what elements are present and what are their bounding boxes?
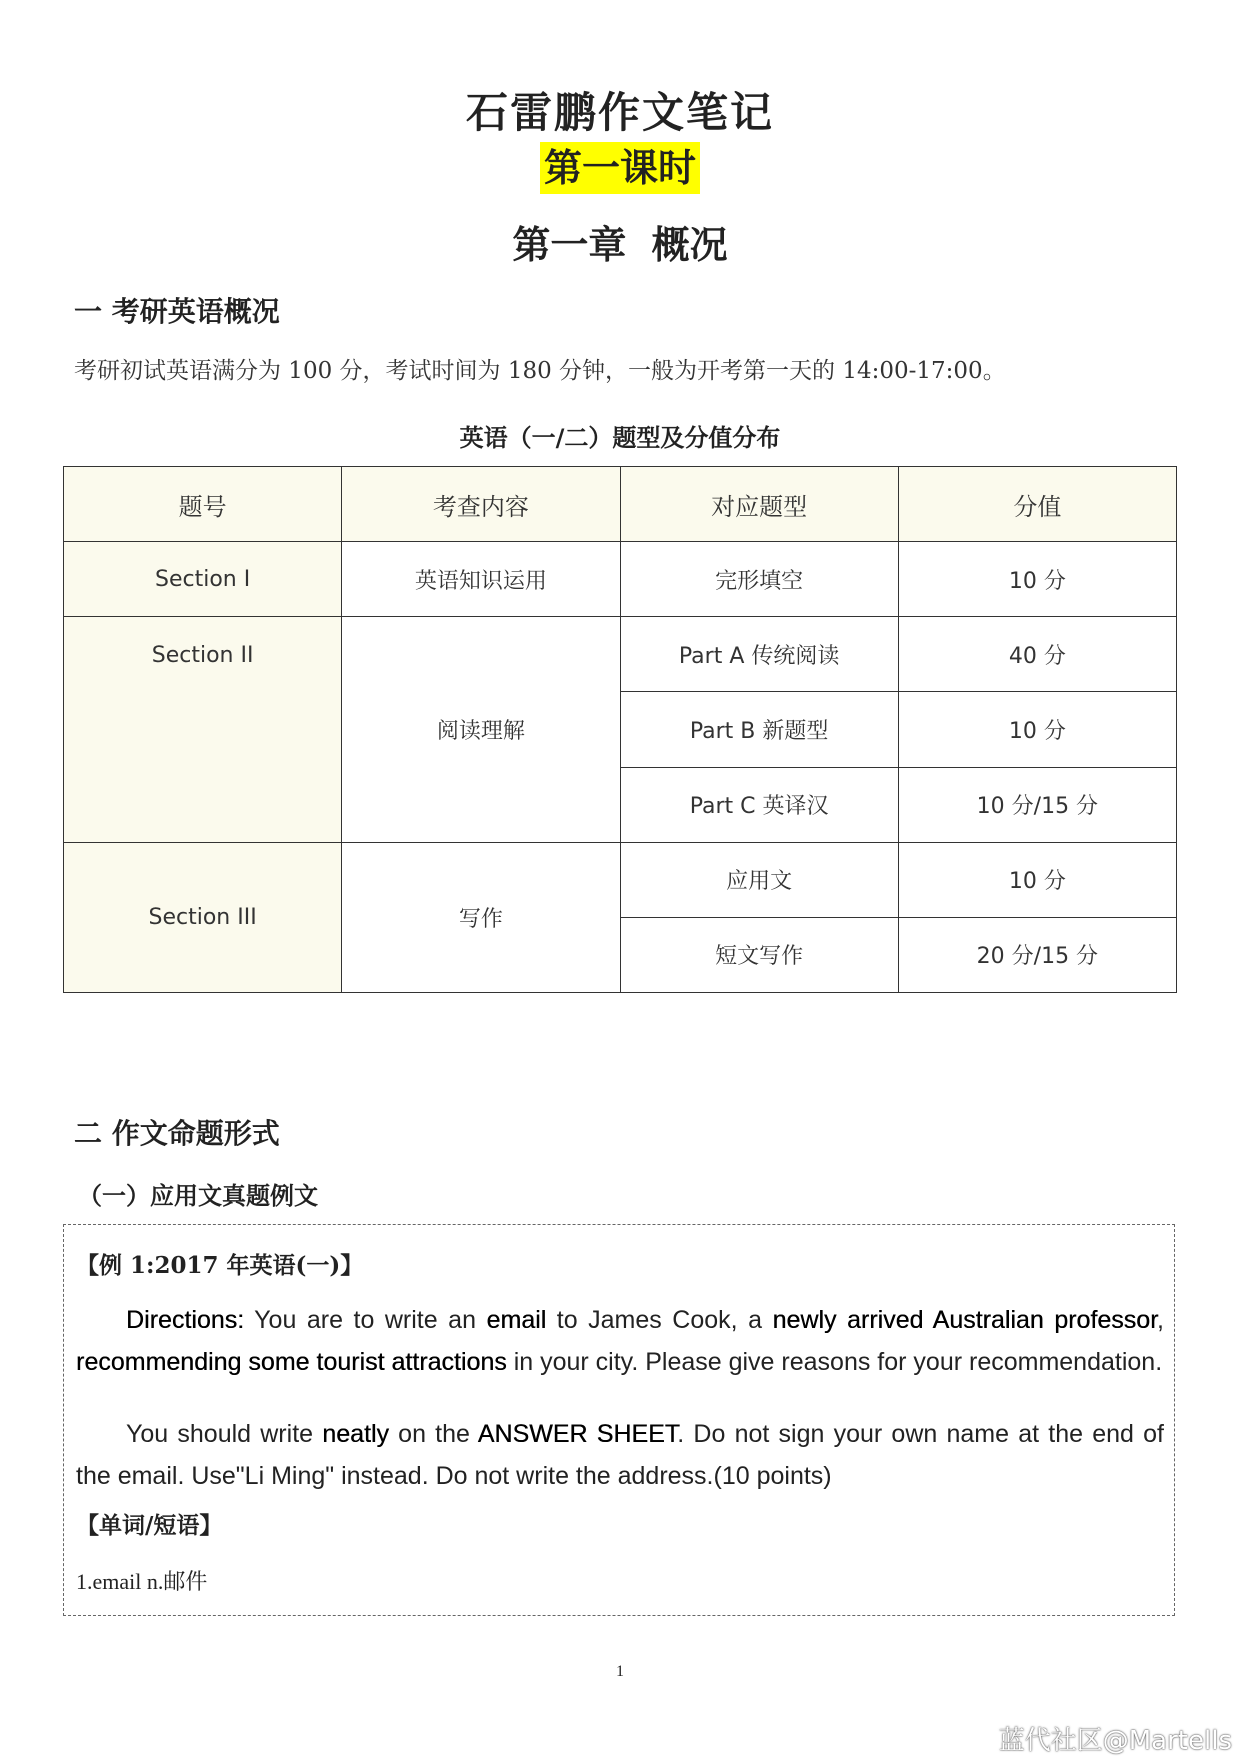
body-text: You should write xyxy=(126,1420,323,1448)
type-cell: Part A 传统阅读 xyxy=(620,617,898,692)
table-row xyxy=(64,542,1177,617)
directions-paragraph xyxy=(76,1299,1164,1383)
body-text: . Do not sign your own name at the end of the email. Use"Li Ming" instead. Do not write the address.(10 points) xyxy=(76,1420,1164,1490)
body-text: to James Cook, a xyxy=(546,1306,773,1334)
content-cell: 阅读理解 xyxy=(342,617,620,842)
body-text: on the xyxy=(388,1420,478,1448)
content-cell: 写作 xyxy=(342,842,620,992)
content-cell: 英语知识运用 xyxy=(342,542,620,617)
section-number-cell: Section II xyxy=(64,617,342,842)
watermark-text: 蓝代社区@Martells xyxy=(998,1726,1232,1756)
header-cell: 题号 xyxy=(64,467,342,542)
vocab-item: 1.email n.邮件 xyxy=(76,1569,208,1594)
section-number-cell: Section I xyxy=(64,542,342,617)
section-number-cell: Section III xyxy=(64,842,342,992)
subsection-heading: （一）应用文真题例文 xyxy=(78,1182,318,1210)
lesson-highlight: 第一课时 xyxy=(540,142,700,194)
page-number: 1 xyxy=(616,1663,624,1680)
instructions-paragraph xyxy=(76,1413,1164,1497)
table-caption: 英语（一/二）题型及分值分布 xyxy=(459,424,781,452)
type-cell: Part C 英译汉 xyxy=(620,767,898,842)
table-row xyxy=(64,617,1177,692)
header-cell: 考查内容 xyxy=(342,467,620,542)
table-header-row xyxy=(64,467,1177,542)
lesson-wrap xyxy=(0,142,1240,194)
header-cell: 对应题型 xyxy=(620,467,898,542)
type-cell: 完形填空 xyxy=(620,542,898,617)
body-text: , xyxy=(1157,1306,1164,1334)
score-cell: 20 分/15 分 xyxy=(898,917,1176,992)
header-cell: 分值 xyxy=(898,467,1176,542)
chapter-title: 第一章 概况 xyxy=(512,223,728,267)
emphasis-text: newly arrived Australian professor xyxy=(772,1306,1158,1334)
emphasis-text: ANSWER SHEET xyxy=(477,1420,678,1448)
document-title: 石雷鹏作文笔记 xyxy=(465,88,774,137)
emphasis-text: neatly xyxy=(322,1420,389,1448)
emphasis-text: email xyxy=(486,1306,547,1334)
type-cell: Part B 新题型 xyxy=(620,692,898,767)
exam-overview-paragraph: 考研初试英语满分为 100 分，考试时间为 180 分钟，一般为开考第一天的 14:00-17:00。 xyxy=(74,358,1006,384)
body-text: You are to write an xyxy=(244,1306,487,1334)
score-cell: 40 分 xyxy=(898,617,1176,692)
section-heading-overview: 一 考研英语概况 xyxy=(74,295,280,328)
score-cell: 10 分 xyxy=(898,692,1176,767)
score-cell: 10 分 xyxy=(898,842,1176,917)
score-cell: 10 分/15 分 xyxy=(898,767,1176,842)
score-distribution-table xyxy=(63,466,1177,993)
score-cell: 10 分 xyxy=(898,542,1176,617)
example-title: 【例 1:2017 年英语(一)】 xyxy=(76,1252,364,1279)
emphasis-text: Directions: xyxy=(126,1306,245,1334)
section-heading-prompt-forms: 二 作文命题形式 xyxy=(74,1117,280,1150)
body-text: in your city. Please give reasons for your recommendation. xyxy=(506,1348,1163,1376)
vocab-title: 【单词/短语】 xyxy=(76,1512,223,1539)
type-cell: 应用文 xyxy=(620,842,898,917)
table-row xyxy=(64,842,1177,917)
emphasis-text: recommending some tourist attractions xyxy=(76,1348,507,1376)
type-cell: 短文写作 xyxy=(620,917,898,992)
example-box xyxy=(63,1224,1175,1616)
